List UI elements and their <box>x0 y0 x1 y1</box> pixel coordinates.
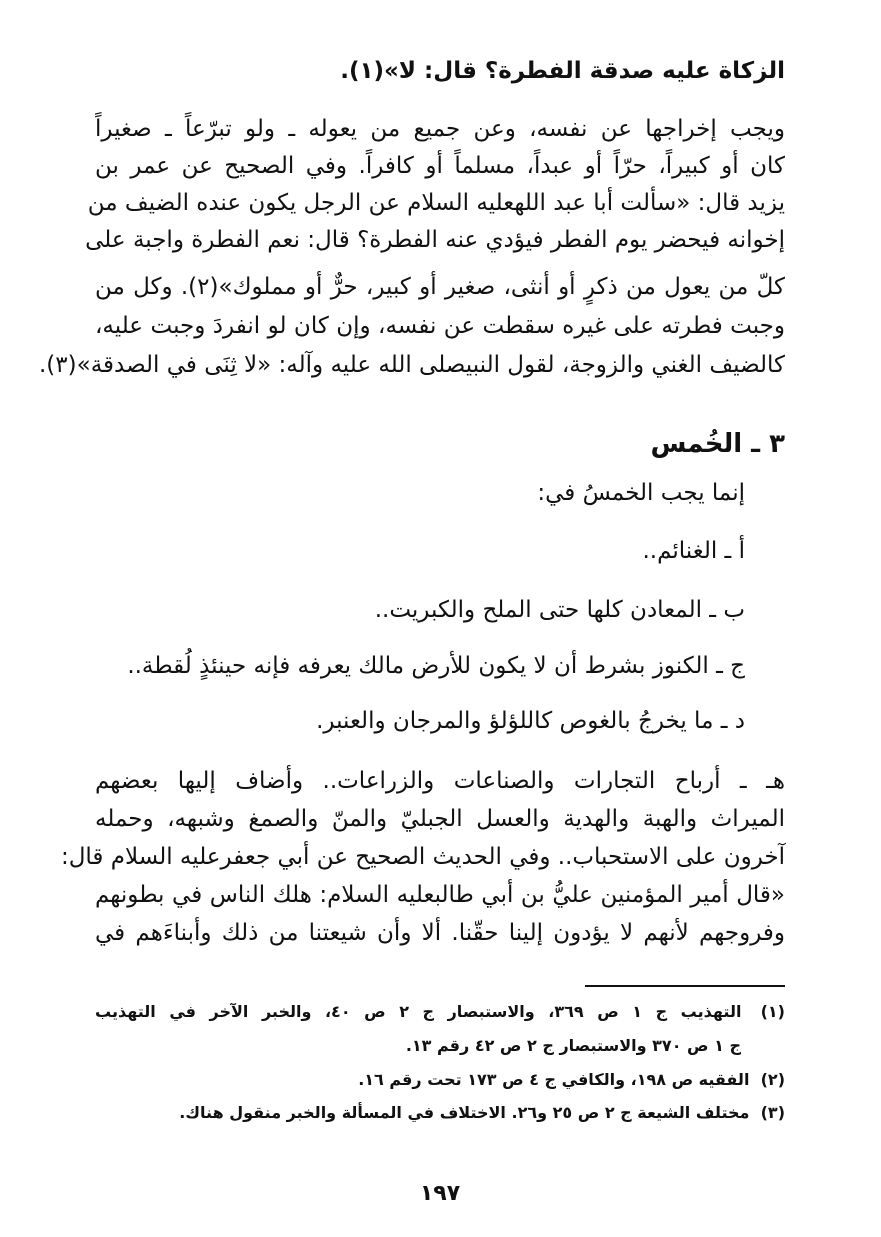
footnote-2 <box>95 1066 785 1094</box>
book-page <box>39 0 785 1237</box>
text-line-top: الزكاة عليه صدقة الفطرة؟ قال: لا»(١). <box>340 58 785 84</box>
footnote-marker: (٣) <box>760 1103 785 1122</box>
section-heading-khums: ٣ ـ الخُمس <box>650 429 785 459</box>
text-line: «قال أمير المؤمنين عليُّ بن أبي طالبعليه السلام: هلك الناس في بطونهم <box>95 882 785 908</box>
footnote-text: التهذيب ج ١ ص ٣٦٩، والاستبصار ج ٢ ص ٤٠، والخبر الآخر في التهذيب <box>95 1002 742 1021</box>
text-line: وفروجهم لأنهم لا يؤدون إلينا حقّنا. ألا وأن شيعتنا من ذلك وأبناءَهم في <box>95 920 785 946</box>
khums-item: أ ـ الغنائم.. <box>642 538 745 564</box>
footnote-marker: (١) <box>760 1002 785 1021</box>
text-line: يزيد قال: «سألت أبا عبد اللهعليه السلام عن الرجل يكون عنده الضيف من <box>87 190 785 216</box>
footnote-text: مختلف الشيعة ج ٢ ص ٢٥ و٢٦. الاختلاف في المسألة والخبر منقول هناك. <box>179 1103 750 1122</box>
khums-item: د ـ ما يخرجُ بالغوص كاللؤلؤ والمرجان والعنبر. <box>316 708 745 734</box>
footnote-1-continued: ج ١ ص ٣٧٠ والاستبصار ج ٢ ص ٤٢ رقم ١٣. <box>405 1036 741 1055</box>
khums-item: ب ـ المعادن كلها حتى الملح والكبريت.. <box>374 597 745 623</box>
footnote-text: الفقيه ص ١٩٨، والكافي ج ٤ ص ١٧٣ تحت رقم ١٦. <box>358 1070 750 1089</box>
text-line: كالضيف الغني والزوجة، لقول النبيصلى الله عليه وآله: «لا ثِنَى في الصدقة»(٣). <box>39 352 785 378</box>
text-line: آخرون على الاستحباب.. وفي الحديث الصحيح عن أبي جعفرعليه السلام قال: <box>60 844 785 870</box>
text-line: وجبت فطرته على غيره سقطت عن نفسه، وإن كان لو انفردَ وجبت عليه، <box>95 313 785 339</box>
khums-intro: إنما يجب الخمسُ في: <box>537 480 745 506</box>
khums-item: ج ـ الكنوز بشرط أن لا يكون للأرض مالك يعرفه فإنه حينئذٍ لُقطة.. <box>127 653 745 679</box>
text-line: الميراث والهبة والهدية والعسل الجبليّ والمنّ والصمغ وشبهه، وحمله <box>95 806 785 832</box>
text-line: كلّ من يعول من ذكرٍ أو أنثى، صغير أو كبير، حرٌّ أو مملوك»(٢). وكل من <box>95 274 785 300</box>
footnote-marker: (٢) <box>760 1070 785 1089</box>
page-number: ١٩٧ <box>419 1181 461 1206</box>
text-line: ويجب إخراجها عن نفسه، وعن جميع من يعوله ـ ولو تبرّعاً ـ صغيراً <box>95 116 785 142</box>
footnote-divider <box>585 985 785 987</box>
text-line: هـ ـ أرباح التجارات والصناعات والزراعات.. وأضاف إليها بعضهم <box>95 768 785 794</box>
footnote-1 <box>95 998 785 1026</box>
text-line: إخوانه فيحضر يوم الفطر فيؤدي عنه الفطرة؟ قال: نعم الفطرة واجبة على <box>85 227 785 253</box>
footnote-3 <box>95 1099 785 1127</box>
text-line: كان أو كبيراً، حرّاً أو عبداً، مسلماً أو كافراً. وفي الصحيح عن عمر بن <box>95 153 785 179</box>
